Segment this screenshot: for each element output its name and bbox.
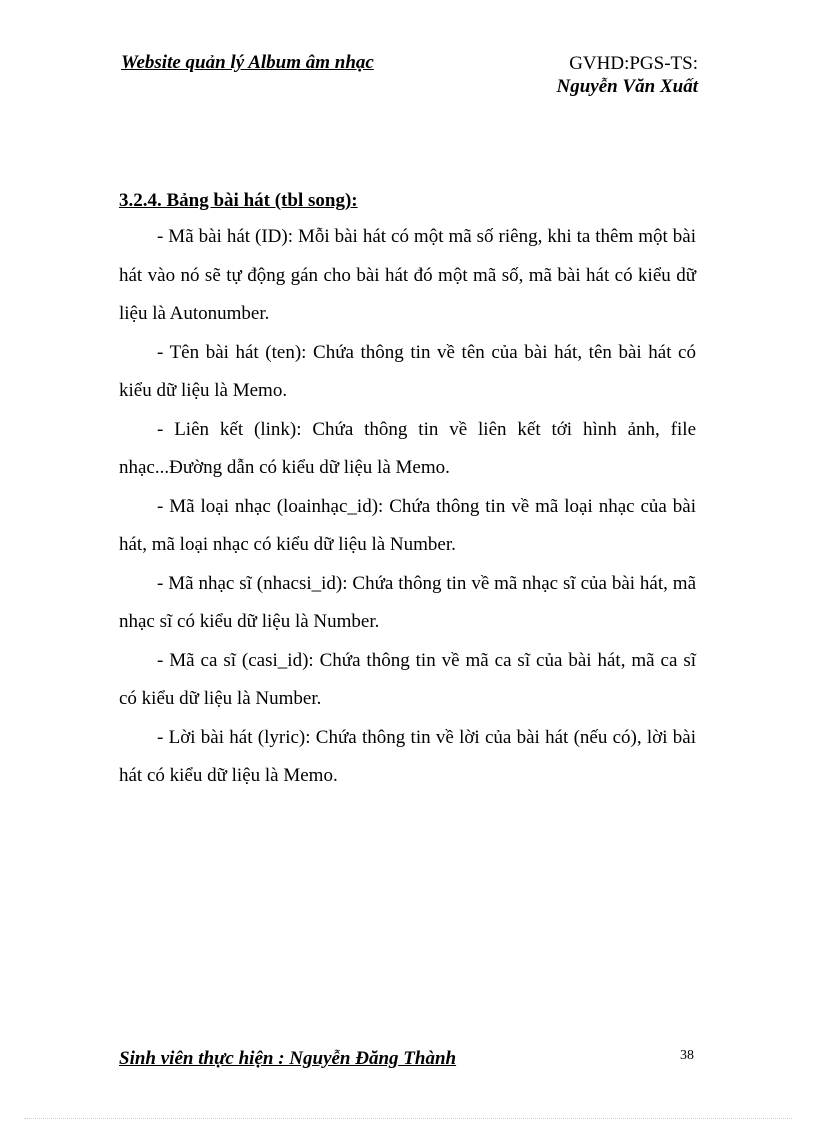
paragraph-composer-id: - Mã nhạc sĩ (nhacsi_id): Chứa thông tin về mã nhạc sĩ của bài hát, mã nhạc sĩ có kiểu dữ liệu là Number. [119, 572, 696, 632]
paragraph-song-id: - Mã bài hát (ID): Mỗi bài hát có một mã số riêng, khi ta thêm một bài hát vào nó sẽ tự động gán cho bài hát đó một mã số, mã bài hát có kiểu dữ liệu là Autonumber. [119, 226, 696, 324]
paragraph-genre-id: - Mã loại nhạc (loainhạc_id): Chứa thông tin về mã loại nhạc của bài hát, mã loại nhạc có kiểu dữ liệu là Number. [119, 495, 696, 555]
paragraph-song-link: - Liên kết (link): Chứa thông tin về liên kết tới hình ảnh, file nhạc...Đường dẫn có kiểu dữ liệu là Memo. [119, 418, 696, 478]
header-title: Website quản lý Album âm nhạc [121, 52, 374, 73]
supervisor-label: GVHD:PGS-TS: [569, 53, 698, 74]
page-number: 38 [680, 1048, 694, 1063]
main-content [119, 188, 696, 796]
paragraph-singer-id: - Mã ca sĩ (casi_id): Chứa thông tin về mã ca sĩ của bài hát, mã ca sĩ có kiểu dữ liệu là Number. [119, 649, 696, 709]
section-heading: 3.2.4. Bảng bài hát (tbl song): [119, 190, 358, 211]
supervisor-name: Nguyễn Văn Xuất [556, 76, 698, 97]
header-supervisor [557, 52, 698, 98]
bottom-divider [24, 1118, 792, 1119]
paragraph-song-name: - Tên bài hát (ten): Chứa thông tin về tên của bài hát, tên bài hát có kiểu dữ liệu là Memo. [119, 341, 696, 401]
footer-author: Sinh viên thực hiện : Nguyễn Đăng Thành [119, 1048, 457, 1069]
paragraph-lyric: - Lời bài hát (lyric): Chứa thông tin về lời của bài hát (nếu có), lời bài hát có kiểu dữ liệu là Memo. [119, 726, 696, 786]
